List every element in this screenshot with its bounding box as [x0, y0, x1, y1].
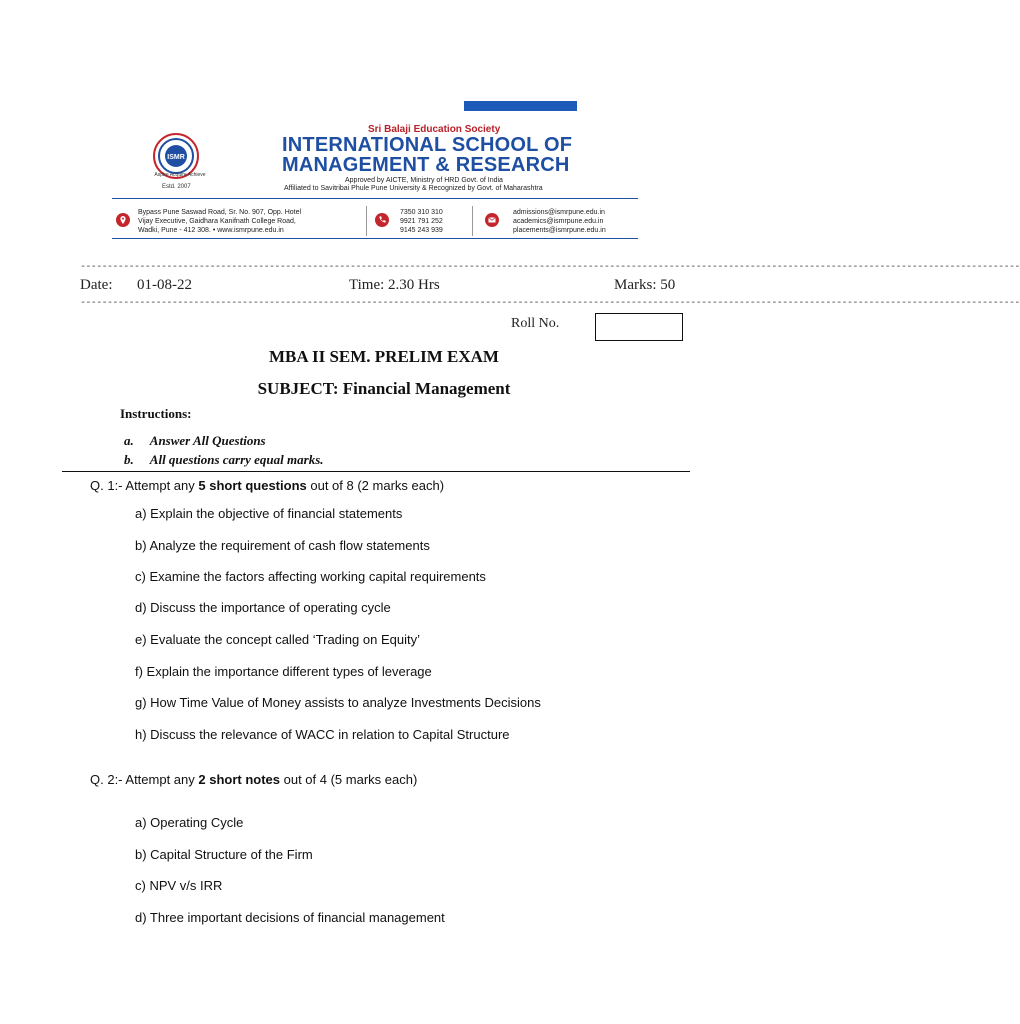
question-1-heading [90, 478, 444, 493]
phone-number: 9145 243 939 [400, 227, 443, 234]
question-1-item: c) Examine the factors affecting working capital requirements [135, 569, 486, 584]
question-suffix: out of 4 (5 marks each) [280, 772, 418, 787]
phone-block [400, 208, 443, 235]
dashed-divider-top: ------------------------------------------------------------------------------------------------------------------------------------------------------------------------------ [80, 262, 1020, 273]
header-divider [112, 198, 638, 199]
affiliation-text: Affiliated to Savitribai Phule Pune University & Recognized by Govt. of Maharashtra [284, 185, 543, 192]
instruction-marker: b. [124, 452, 134, 467]
email-address: placements@ismrpune.edu.in [513, 227, 606, 234]
header-accent-bar [464, 101, 577, 111]
address-line: Bypass Pune Saswad Road, Sr. No. 907, Opp. Hotel [138, 209, 302, 216]
question-1-item: b) Analyze the requirement of cash flow statements [135, 538, 430, 553]
phone-number: 9921 791 252 [400, 218, 443, 225]
instruction-marker: a. [124, 433, 134, 448]
date-label: Date: [80, 277, 113, 293]
roll-number-label: Roll No. [511, 316, 560, 331]
email-address: admissions@ismrpune.edu.in [513, 209, 605, 216]
instructions-heading: Instructions: [120, 406, 192, 421]
dashed-divider-bottom: ------------------------------------------------------------------------------------------------------------------------------------------------------------------------------ [80, 298, 1020, 309]
phone-number: 7350 310 310 [400, 209, 443, 216]
question-1-item: h) Discuss the relevance of WACC in relation to Capital Structure [135, 727, 510, 742]
exam-subject: SUBJECT: Financial Management [257, 379, 511, 398]
instruction-item [124, 452, 324, 468]
question-1-item: a) Explain the objective of financial statements [135, 506, 403, 521]
address-line: Wadki, Pune - 412 308. • www.ismrpune.edu.in [138, 227, 284, 234]
instructions-divider [62, 471, 690, 472]
question-2-item: d) Three important decisions of financial management [135, 910, 445, 925]
question-2-item: a) Operating Cycle [135, 815, 244, 830]
question-2-item: b) Capital Structure of the Firm [135, 847, 313, 862]
school-seal-logo [148, 132, 204, 188]
email-address: academics@ismrpune.edu.in [513, 218, 604, 225]
instruction-text: All questions carry equal marks. [149, 452, 324, 467]
question-emphasis: 5 short questions [198, 478, 307, 493]
date-value: 01-08-22 [137, 277, 192, 293]
instruction-item [124, 433, 266, 449]
exam-title: MBA II SEM. PRELIM EXAM [269, 347, 499, 366]
question-1-item: g) How Time Value of Money assists to analyze Investments Decisions [135, 695, 541, 710]
contact-separator [472, 206, 473, 236]
school-name-line1: INTERNATIONAL SCHOOL OF [282, 134, 573, 156]
question-prefix: Q. 1:- Attempt any [90, 478, 199, 493]
question-2-item: c) NPV v/s IRR [135, 878, 223, 893]
exam-time: Time: 2.30 Hrs [349, 277, 440, 293]
school-name-line2: MANAGEMENT & RESEARCH [282, 154, 570, 176]
question-prefix: Q. 2:- Attempt any [90, 772, 199, 787]
phone-icon [375, 213, 389, 227]
location-pin-icon [116, 213, 130, 227]
question-2-heading [90, 772, 417, 787]
question-1-item: e) Evaluate the concept called ‘Trading on Equity’ [135, 632, 420, 647]
exam-marks: Marks: 50 [614, 277, 676, 293]
question-emphasis: 2 short notes [198, 772, 281, 787]
contact-separator [366, 206, 367, 236]
svg-text:ISMR: ISMR [167, 154, 185, 161]
address-line: Vijay Executive, Gaidhara Kanifnath College Road, [138, 218, 296, 225]
question-1-item: d) Discuss the importance of operating cycle [135, 600, 391, 615]
mail-icon [485, 213, 499, 227]
roll-number-box[interactable] [595, 313, 683, 341]
address-block [138, 208, 301, 235]
email-block [513, 208, 606, 235]
logo-estd: Estd. 2007 [162, 184, 191, 190]
society-name: Sri Balaji Education Society [368, 124, 501, 135]
logo-tagline: Aspire Acquire Achieve [154, 172, 206, 178]
header-bottom-divider [112, 238, 638, 239]
approval-text: Approved by AICTE, Ministry of HRD Govt. of India [345, 177, 503, 184]
instruction-text: Answer All Questions [149, 433, 266, 448]
question-1-item: f) Explain the importance different types of leverage [135, 664, 432, 679]
question-suffix: out of 8 (2 marks each) [306, 478, 445, 493]
